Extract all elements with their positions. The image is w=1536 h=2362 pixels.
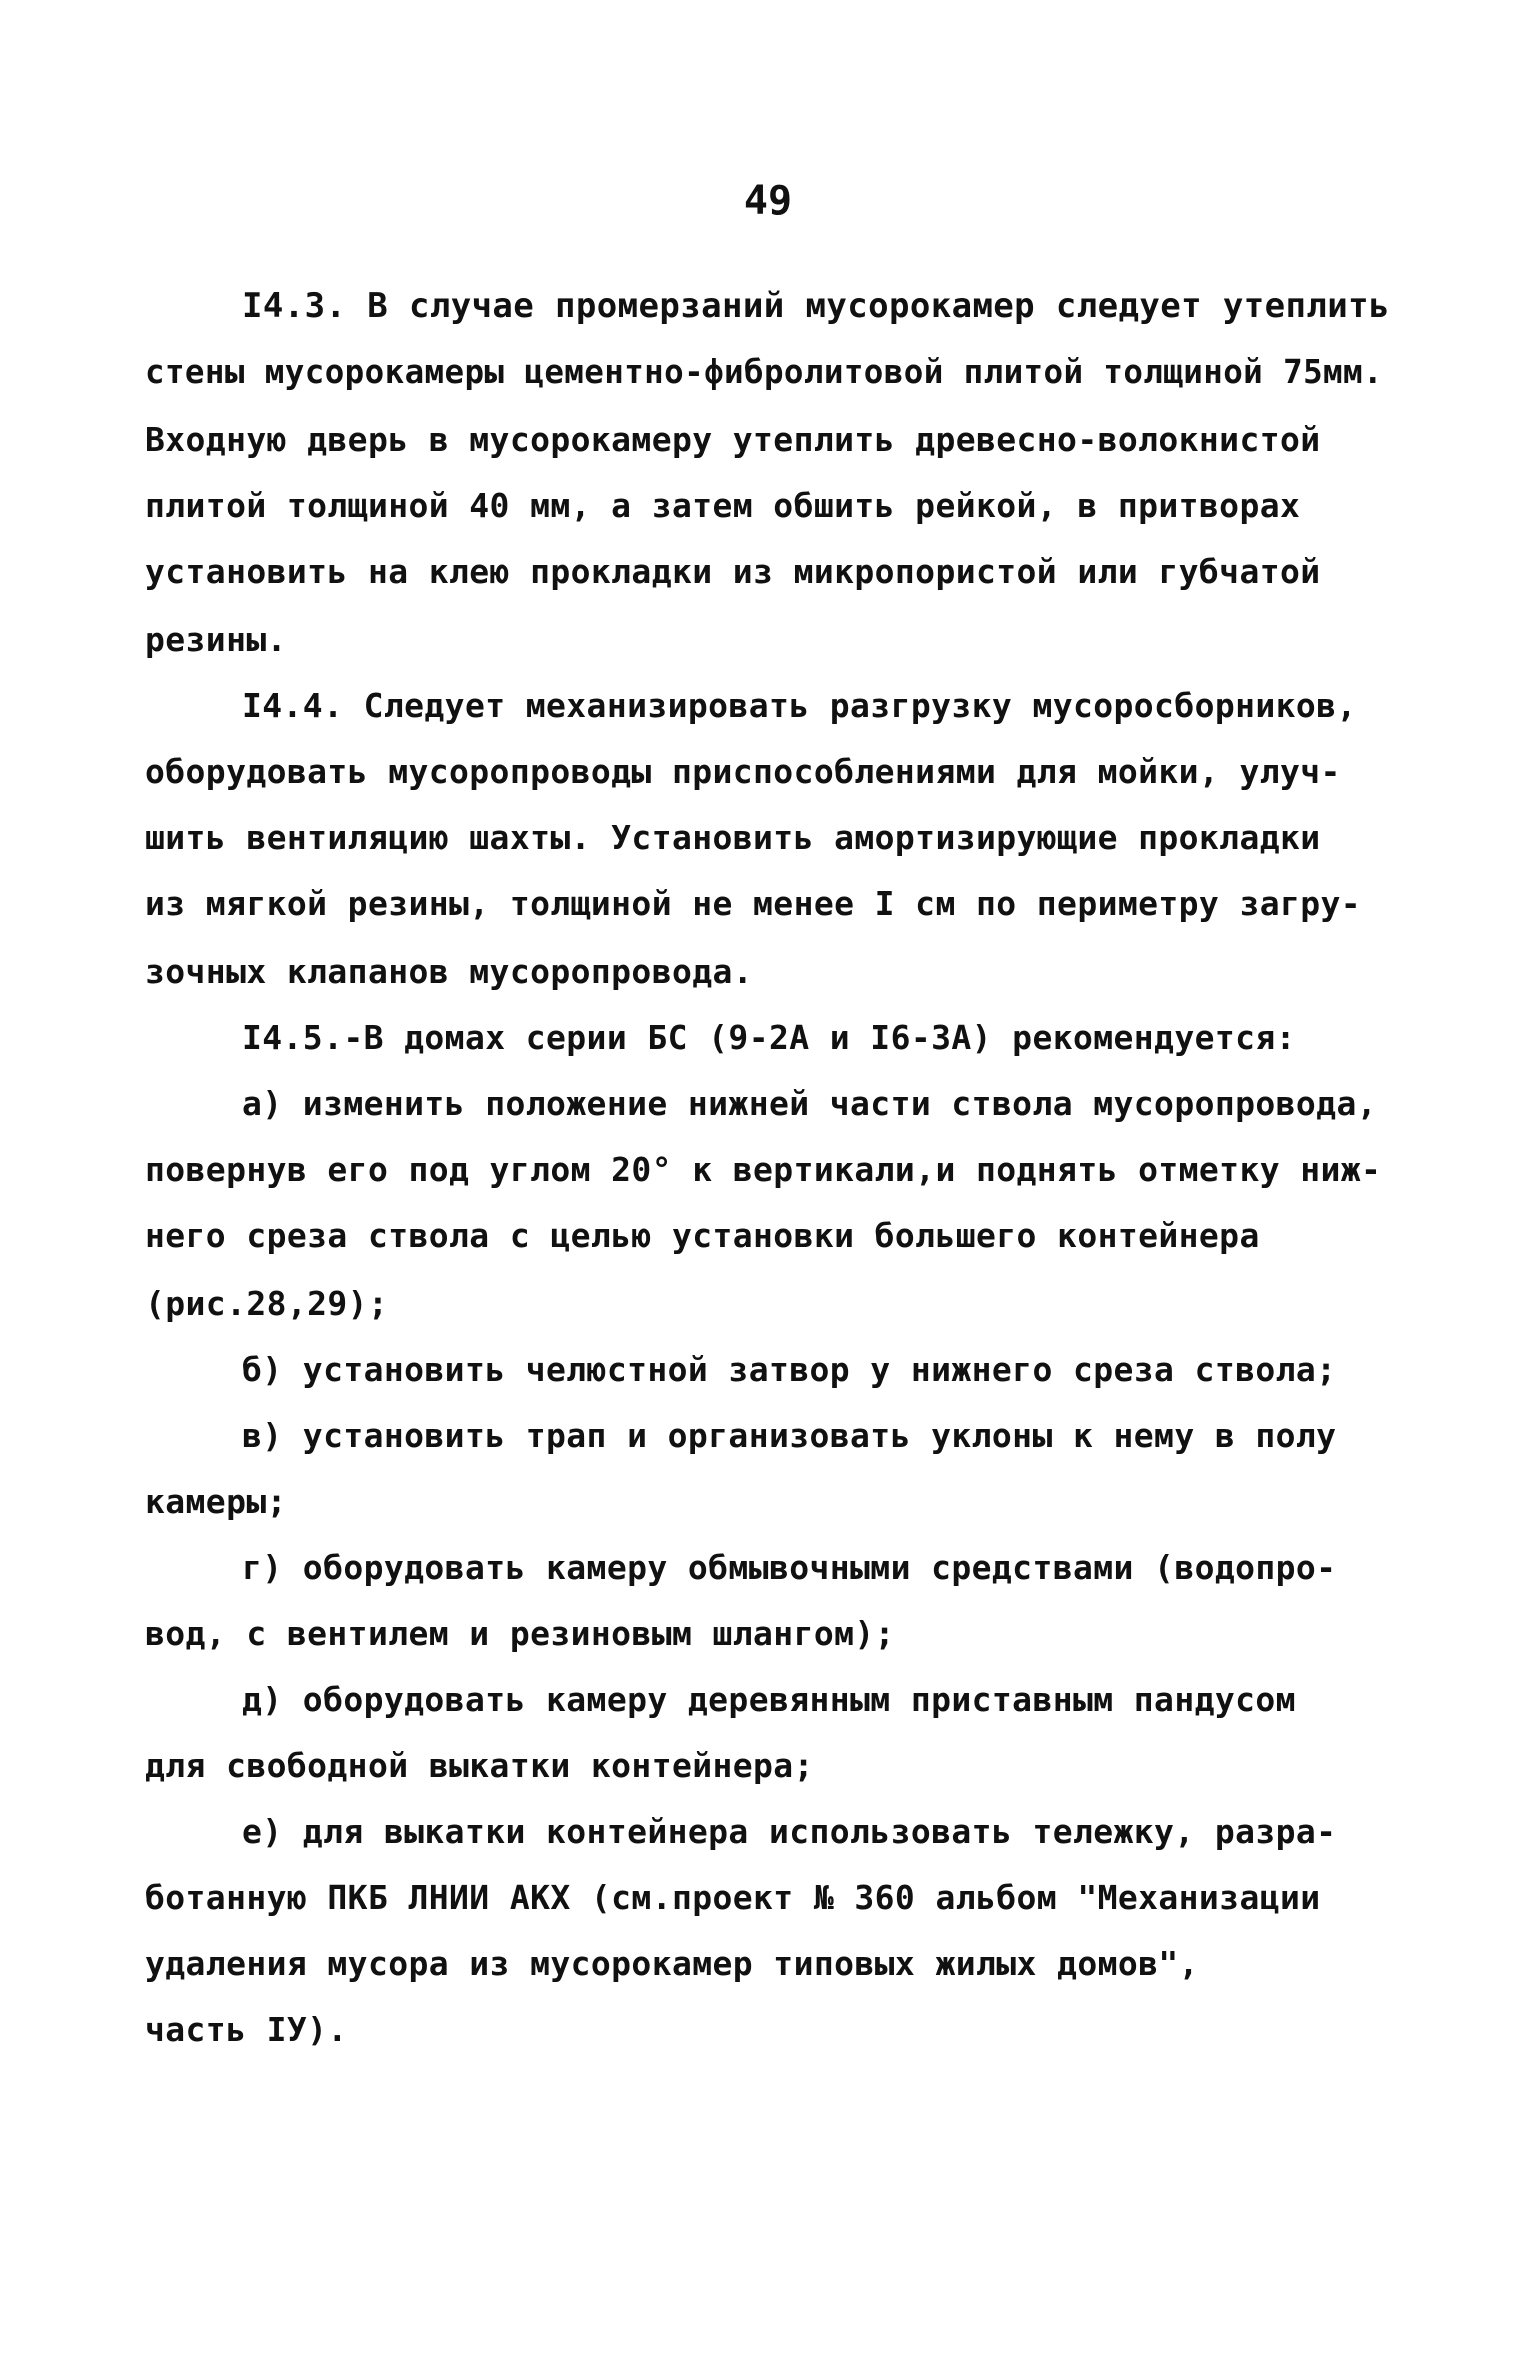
text-line: плитой толщиной 40 мм, а затем обшить рейкой, в притворах [145, 486, 1301, 525]
text-line: б) установить челюстной затвор у нижнего среза ствола; [242, 1350, 1337, 1389]
text-line: е) для выкатки контейнера использовать тележку, разра- [242, 1812, 1337, 1851]
text-line: д) оборудовать камеру деревянным приставным пандусом [242, 1680, 1296, 1719]
text-line: удаления мусора из мусорокамер типовых жилых домов", [145, 1944, 1199, 1983]
text-line: I4.4. Следует механизировать разгрузку мусоросборников, [242, 686, 1357, 725]
text-line: Входную дверь в мусорокамеру утеплить древесно-волокнистой [145, 420, 1321, 459]
text-line: резины. [145, 620, 287, 659]
text-line: стены мусорокамеры цементно-фибролитовой плитой толщиной 75мм. [145, 353, 1383, 391]
text-line: в) установить трап и организовать уклоны к нему в полу [242, 1416, 1337, 1455]
text-line: шить вентиляцию шахты. Установить амортизирующие прокладки [145, 818, 1321, 857]
text-line: зочных клапанов мусоропровода. [145, 952, 754, 991]
text-line: а) изменить положение нижней части ствола мусоропровода, [242, 1084, 1377, 1123]
text-line: часть IУ). [145, 2010, 348, 2049]
text-line: ботанную ПКБ ЛНИИ АКХ (см.проект № 360 альбом "Механизации [145, 1878, 1321, 1917]
text-line: для свободной выкатки контейнера; [145, 1746, 814, 1785]
text-line: из мягкой резины, толщиной не менее I см по периметру загру- [145, 884, 1362, 923]
text-line: повернув его под углом 20° к вертикали,и поднять отметку ниж- [145, 1150, 1382, 1189]
text-line: I4.5.-В домах серии БС (9-2А и I6-3А) рекомендуется: [242, 1018, 1296, 1057]
text-line: него среза ствола с целью установки большего контейнера [145, 1216, 1260, 1255]
text-line: I4.3. В случае промерзаний мусорокамер следует утеплить [242, 286, 1390, 326]
text-line: (рис.28,29); [145, 1284, 389, 1323]
page-number: 49 [743, 178, 793, 224]
text-line: установить на клею прокладки из микропористой или губчатой [145, 552, 1321, 591]
text-line: вод, с вентилем и резиновым шлангом); [145, 1614, 895, 1653]
text-line: г) оборудовать камеру обмывочными средствами (водопро- [242, 1548, 1337, 1587]
text-line: оборудовать мусоропроводы приспособлениями для мойки, улуч- [145, 752, 1341, 791]
text-line: камеры; [145, 1482, 287, 1521]
